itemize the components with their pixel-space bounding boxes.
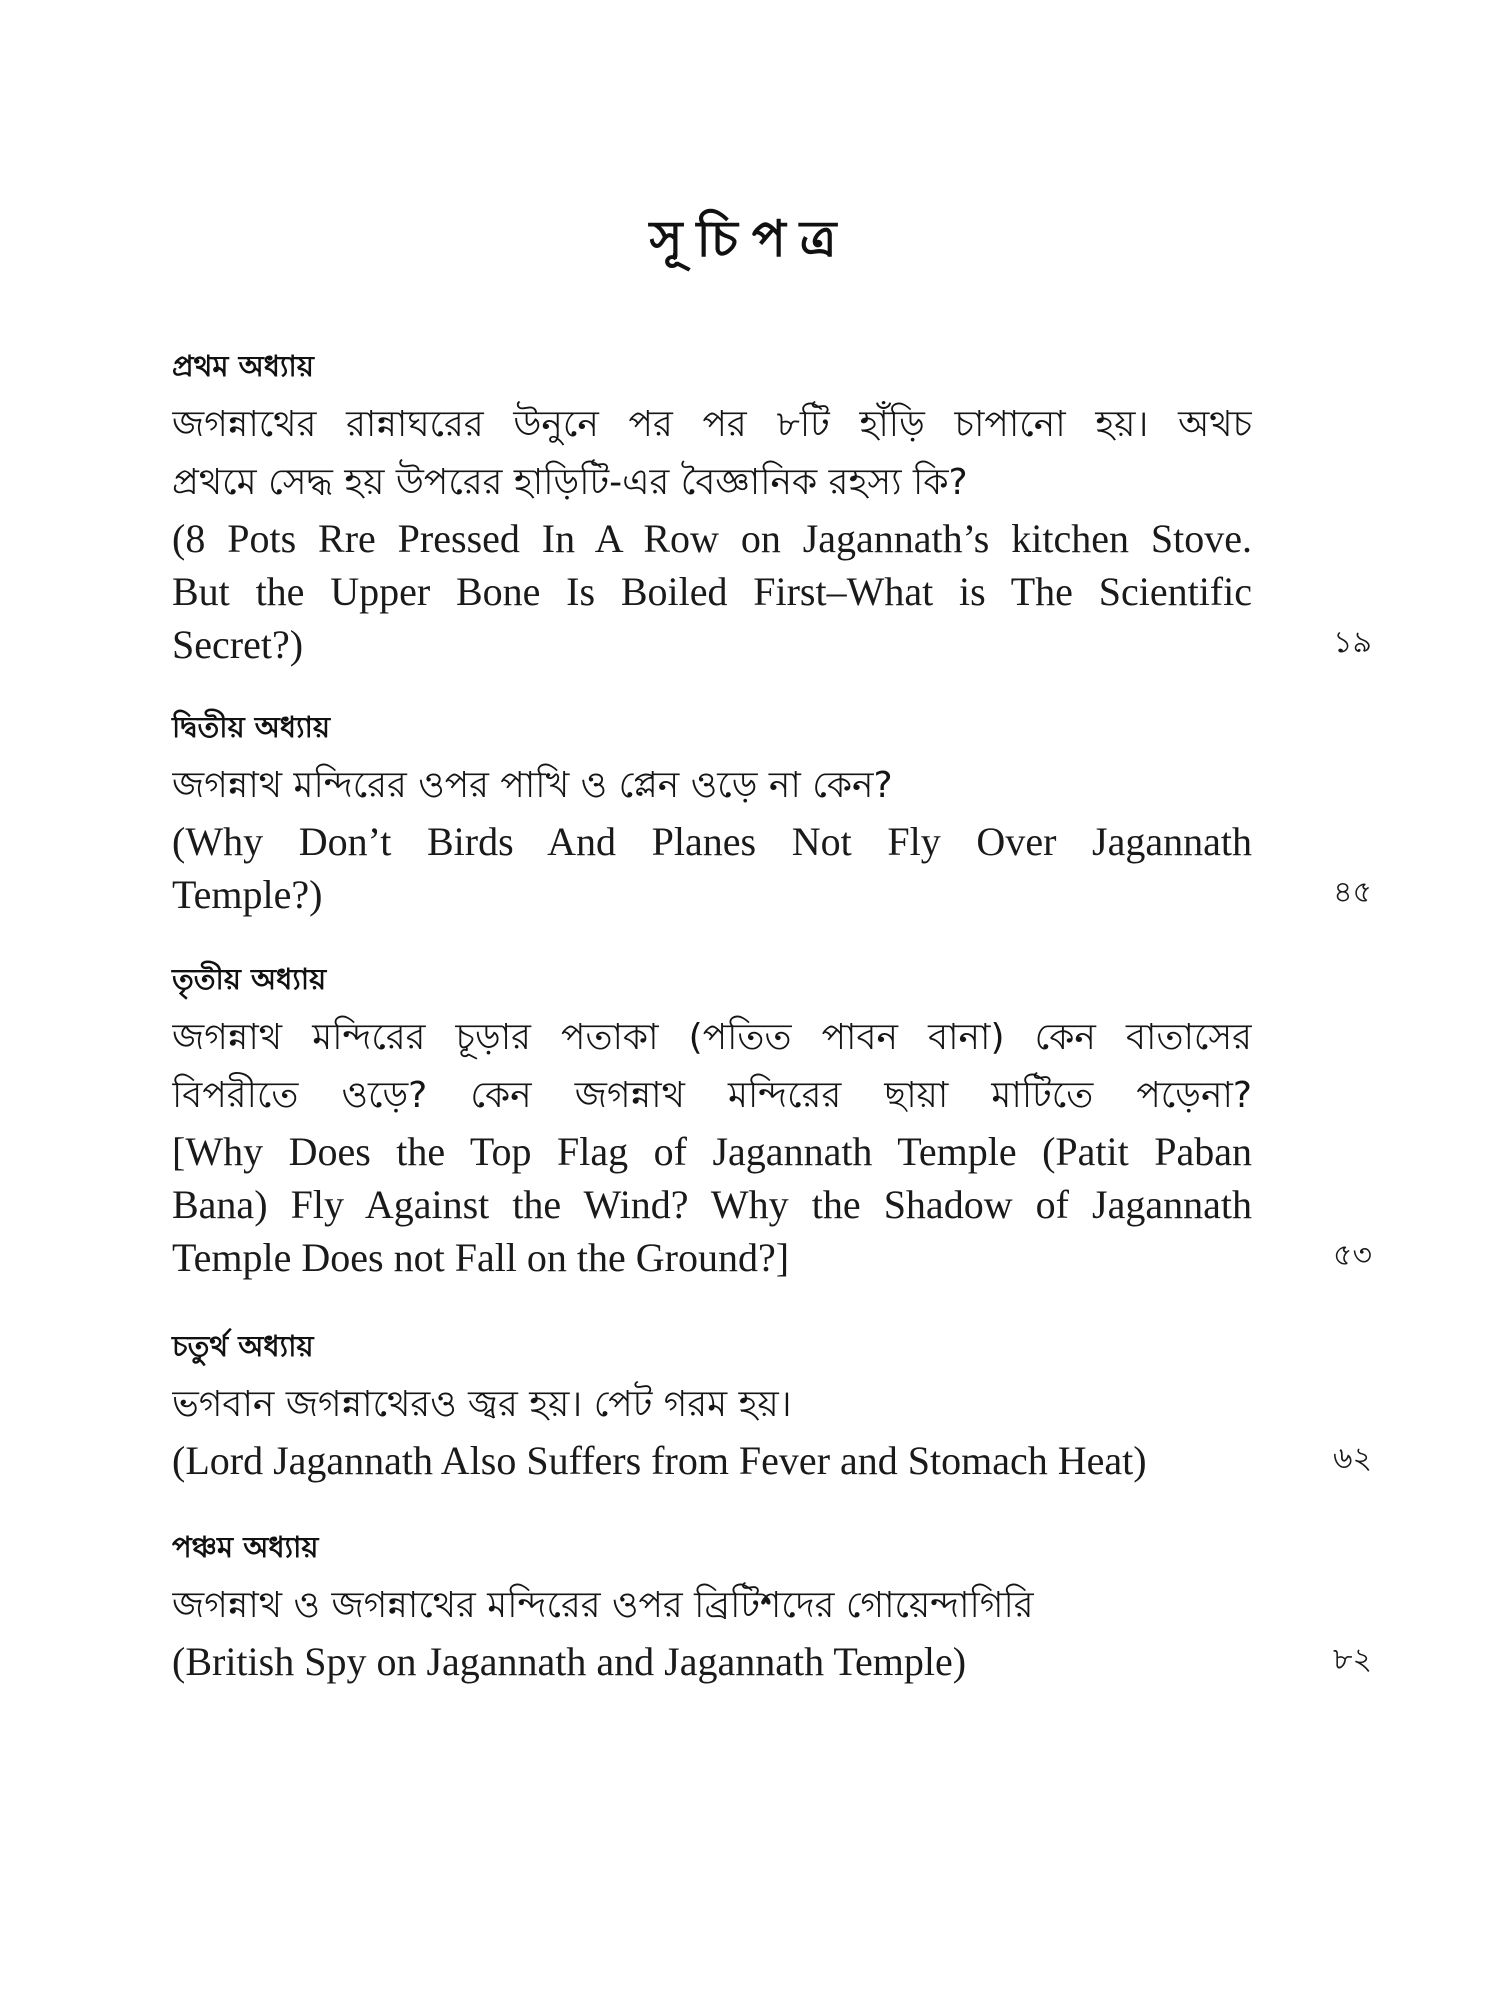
bengali-title-line: প্রথমে সেদ্ধ হয় উপরের হাড়িটি-এর বৈজ্ঞানিক রহস্য কি? [172, 462, 968, 503]
english-title-line: (British Spy on Jagannath and Jagannath Temple) [172, 1639, 967, 1684]
english-title-line: (Why Don’t Birds And Planes Not Fly Over Jagannath [172, 819, 1252, 864]
english-title-line: Bana) Fly Against the Wind? Why the Shadow of Jagannath [172, 1182, 1252, 1227]
english-title-line: (8 Pots Rre Pressed In A Row on Jagannath’s kitchen Stove. [172, 516, 1252, 561]
toc-entry-chapter-1 [172, 346, 1372, 671]
table-of-contents [172, 346, 1372, 1688]
toc-entry-chapter-3 [172, 959, 1372, 1284]
page-number: ৫৩ [1333, 1238, 1372, 1273]
toc-entry-chapter-4 [172, 1326, 1372, 1487]
toc-entry-chapter-5 [172, 1527, 1372, 1688]
chapter-label: তৃতীয় অধ্যায় [172, 962, 327, 996]
page-number: ১৯ [1333, 625, 1372, 660]
chapter-label: প্রথম অধ্যায় [172, 349, 314, 383]
english-title-line: (Lord Jagannath Also Suffers from Fever and Stomach Heat) [172, 1438, 1147, 1483]
english-title-line: Temple?) [172, 872, 323, 917]
toc-entry-chapter-2 [172, 707, 1372, 921]
bengali-title-line: জগন্নাথ মন্দিরের ওপর পাখি ও প্লেন ওড়ে না কেন? [172, 765, 893, 806]
english-title-line: But the Upper Bone Is Boiled First–What is The Scientific [172, 569, 1252, 614]
chapter-label: চতুর্থ অধ্যায় [172, 1329, 314, 1363]
bengali-title-line: জগন্নাথ মন্দিরের চূড়ার পতাকা (পতিত পাবন বানা) কেন বাতাসের [172, 1017, 1252, 1058]
page-title: সূচিপত্র [649, 210, 851, 268]
bengali-title-line: জগন্নাথ ও জগন্নাথের মন্দিরের ওপর ব্রিটিশদের গোয়েন্দাগিরি [172, 1585, 1034, 1626]
english-title-line: Temple Does not Fall on the Ground?] [172, 1235, 790, 1280]
page-number: ৪৫ [1333, 875, 1372, 910]
bengali-title-line: ভগবান জগন্নাথেরও জ্বর হয়। পেট গরম হয়। [172, 1384, 792, 1425]
bengali-title-line: বিপরীতে ওড়ে? কেন জগন্নাথ মন্দিরের ছায়া মাটিতে পড়েনা? [172, 1075, 1252, 1116]
page-number: ৮২ [1333, 1642, 1372, 1677]
english-title-line: [Why Does the Top Flag of Jagannath Temple (Patit Paban [172, 1129, 1252, 1174]
chapter-label: দ্বিতীয় অধ্যায় [172, 710, 331, 744]
chapter-label: পঞ্চম অধ্যায় [172, 1530, 319, 1564]
english-title-line: Secret?) [172, 622, 304, 667]
page-number: ৬২ [1332, 1441, 1372, 1476]
bengali-title-line: জগন্নাথের রান্নাঘরের উনুনে পর পর ৮টি হাঁড়ি চাপানো হয়। অথচ [172, 404, 1252, 445]
